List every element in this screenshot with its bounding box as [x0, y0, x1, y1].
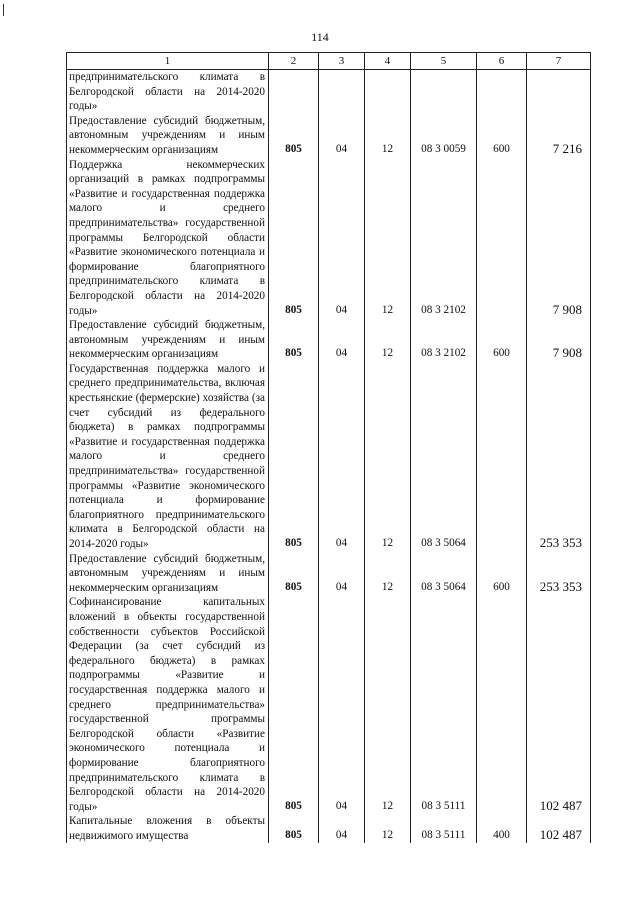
- cell-amount: [527, 70, 591, 114]
- row-name: Предоставление субсидий бюджетным, автономным учреждениям и иным некоммерческим организациям: [67, 114, 269, 158]
- row-name: Капитальные вложения в объекты недвижимого имущества: [67, 814, 269, 843]
- header-col-3: 3: [319, 53, 365, 70]
- header-col-6: 6: [477, 53, 527, 70]
- cell-expense-type: 400: [477, 814, 527, 843]
- cell-section: 04: [319, 595, 365, 814]
- cell-subsection: 12: [365, 158, 411, 319]
- cell-ministry: 805: [269, 595, 319, 814]
- cell-section: 04: [319, 318, 365, 362]
- cell-subsection: 12: [365, 362, 411, 552]
- cell-amount: 7 216: [527, 114, 591, 158]
- table-row: [67, 70, 591, 114]
- header-col-4: 4: [365, 53, 411, 70]
- cell-subsection: [365, 70, 411, 114]
- cell-section: 04: [319, 814, 365, 843]
- cell-section: 04: [319, 114, 365, 158]
- page-edge-mark: [3, 4, 4, 16]
- cell-amount: 7 908: [527, 158, 591, 319]
- cell-subsection: 12: [365, 552, 411, 596]
- table-row: [67, 814, 591, 843]
- header-col-5: 5: [411, 53, 477, 70]
- table-row: [67, 114, 591, 158]
- cell-amount: 253 353: [527, 362, 591, 552]
- row-name: Государственная поддержка малого и среднего предпринимательства, включая крестьянские (фермерские) хозяйства (за счет субсидий из федерального бюджета) в рамках подпрограммы «Развитие и государственная поддержка малого и среднего предпринимательства» государственной программы «Развитие экономического потенциала и формирование благоприятного предпринимательского климата в Белгородской области на 2014-2020 годы»: [67, 362, 269, 552]
- cell-subsection: 12: [365, 318, 411, 362]
- cell-ministry: 805: [269, 552, 319, 596]
- cell-expense-type: 600: [477, 552, 527, 596]
- cell-expense-type: 600: [477, 318, 527, 362]
- cell-target-article: 08 3 0059: [411, 114, 477, 158]
- cell-section: [319, 70, 365, 114]
- cell-section: 04: [319, 362, 365, 552]
- cell-section: 04: [319, 552, 365, 596]
- header-row: [67, 53, 591, 70]
- cell-target-article: 08 3 2102: [411, 318, 477, 362]
- cell-amount: 7 908: [527, 318, 591, 362]
- header-col-1: 1: [67, 53, 269, 70]
- cell-ministry: 805: [269, 814, 319, 843]
- table-row: [67, 595, 591, 814]
- row-name: Поддержка некоммерческих организаций в рамках подпрограммы «Развитие и государственная поддержка малого и среднего предпринимательства» государственной программы Белгородской области «Развитие экономического потенциала и формирование благоприятного предпринимательского климата в Белгородской области на 2014-2020 годы»: [67, 158, 269, 319]
- header-col-2: 2: [269, 53, 319, 70]
- row-name: Предоставление субсидий бюджетным, автономным учреждениям и иным некоммерческим организациям: [67, 552, 269, 596]
- cell-subsection: 12: [365, 114, 411, 158]
- cell-expense-type: [477, 70, 527, 114]
- cell-expense-type: 600: [477, 114, 527, 158]
- budget-table: [66, 52, 591, 843]
- cell-target-article: 08 3 5111: [411, 814, 477, 843]
- cell-target-article: 08 3 2102: [411, 158, 477, 319]
- header-col-7: 7: [527, 53, 591, 70]
- cell-ministry: [269, 70, 319, 114]
- cell-section: 04: [319, 158, 365, 319]
- table-row: [67, 552, 591, 596]
- table-row: [67, 158, 591, 319]
- cell-subsection: 12: [365, 814, 411, 843]
- cell-target-article: [411, 70, 477, 114]
- table-row: [67, 318, 591, 362]
- cell-ministry: 805: [269, 114, 319, 158]
- row-name: предпринимательского климата в Белгородской области на 2014-2020 годы»: [67, 70, 269, 114]
- cell-ministry: 805: [269, 318, 319, 362]
- page-number: 114: [311, 30, 329, 44]
- cell-amount: 102 487: [527, 814, 591, 843]
- cell-expense-type: [477, 595, 527, 814]
- cell-target-article: 08 3 5111: [411, 595, 477, 814]
- cell-expense-type: [477, 362, 527, 552]
- row-name: Предоставление субсидий бюджетным, автономным учреждениям и иным некоммерческим организациям: [67, 318, 269, 362]
- cell-target-article: 08 3 5064: [411, 552, 477, 596]
- cell-expense-type: [477, 158, 527, 319]
- cell-subsection: 12: [365, 595, 411, 814]
- table-row: [67, 362, 591, 552]
- cell-target-article: 08 3 5064: [411, 362, 477, 552]
- cell-amount: 253 353: [527, 552, 591, 596]
- cell-ministry: 805: [269, 158, 319, 319]
- cell-ministry: 805: [269, 362, 319, 552]
- cell-amount: 102 487: [527, 595, 591, 814]
- row-name: Софинансирование капитальных вложений в объекты государственной собственности субъектов Российской Федерации (за счет субсидий из федерального бюджета) в рамках подпрограммы «Развитие и государственная поддержка малого и среднего предпринимательства» государственной программы Белгородской области «Развитие экономического потенциала и формирование благоприятного предпринимательского климата в Белгородской области на 2014-2020 годы»: [67, 595, 269, 814]
